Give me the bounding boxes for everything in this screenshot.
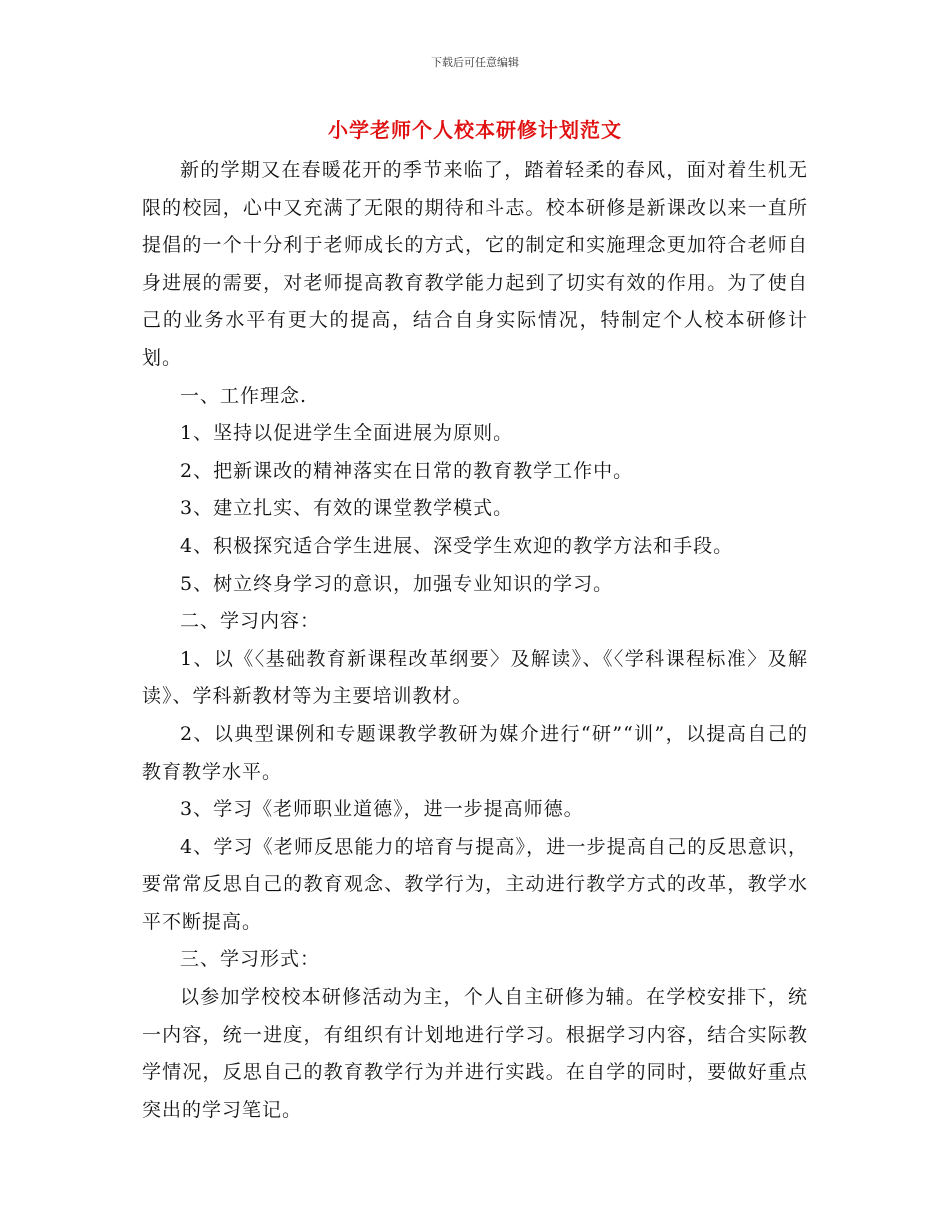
list-item: 4、积极探究适合学生进展、深受学生欢迎的教学方法和手段。 bbox=[180, 534, 734, 557]
list-item: 2、以典型课例和专题课教学教研为媒介进行“研”“训”，以提高自己的教育教学水平。 bbox=[142, 722, 808, 783]
list-item: 3、建立扎实、有效的课堂教学模式。 bbox=[180, 497, 514, 520]
section-heading-3: 三、学习形式： bbox=[180, 948, 321, 971]
document-title: 小学老师个人校本研修计划范文 bbox=[328, 118, 622, 142]
list-item: 4、学习《老师反思能力的培育与提高》，进一步提高自己的反思意识，要常常反思自己的教育观念、教学行为，主动进行教学方式的改革，教学水平不断提高。 bbox=[142, 835, 808, 933]
intro-paragraph: 新的学期又在春暖花开的季节来临了，踏着轻柔的春风，面对着生机无限的校园，心中又充满了无限的期待和斗志。校本研修是新课改以来一直所提倡的一个十分利于老师成长的方式，它的制定和实施理念更加符合老师自身进展的需要，对老师提高教育教学能力起到了切实有效的作用。为了使自己的业务水平有更大的提高，结合自身实际情况，特制定个人校本研修计划。 bbox=[142, 159, 808, 369]
document-body bbox=[142, 152, 808, 1129]
section-heading-1: 一、工作理念. bbox=[180, 384, 308, 407]
section-heading-2: 二、学习内容： bbox=[180, 610, 321, 633]
list-item: 5、树立终身学习的意识，加强专业知识的学习。 bbox=[180, 572, 614, 595]
list-item: 1、以《〈基础教育新课程改革纲要〉及解读》、《〈学科课程标准〉及解读》、学科新教材等为主要培训教材。 bbox=[142, 647, 808, 708]
closing-paragraph: 以参加学校校本研修活动为主，个人自主研修为辅。在学校安排下，统一内容，统一进度，有组织有计划地进行学习。根据学习内容，结合实际教学情况，反思自己的教育教学行为并进行实践。在自学的同时，要做好重点突出的学习笔记。 bbox=[142, 986, 808, 1121]
list-item: 3、学习《老师职业道德》，进一步提高师德。 bbox=[180, 798, 584, 821]
list-item: 2、把新课改的精神落实在日常的教育教学工作中。 bbox=[180, 459, 634, 482]
list-item: 1、坚持以促进学生全面进展为原则。 bbox=[180, 422, 514, 445]
page-header: 下载后可任意编辑 bbox=[431, 56, 519, 69]
